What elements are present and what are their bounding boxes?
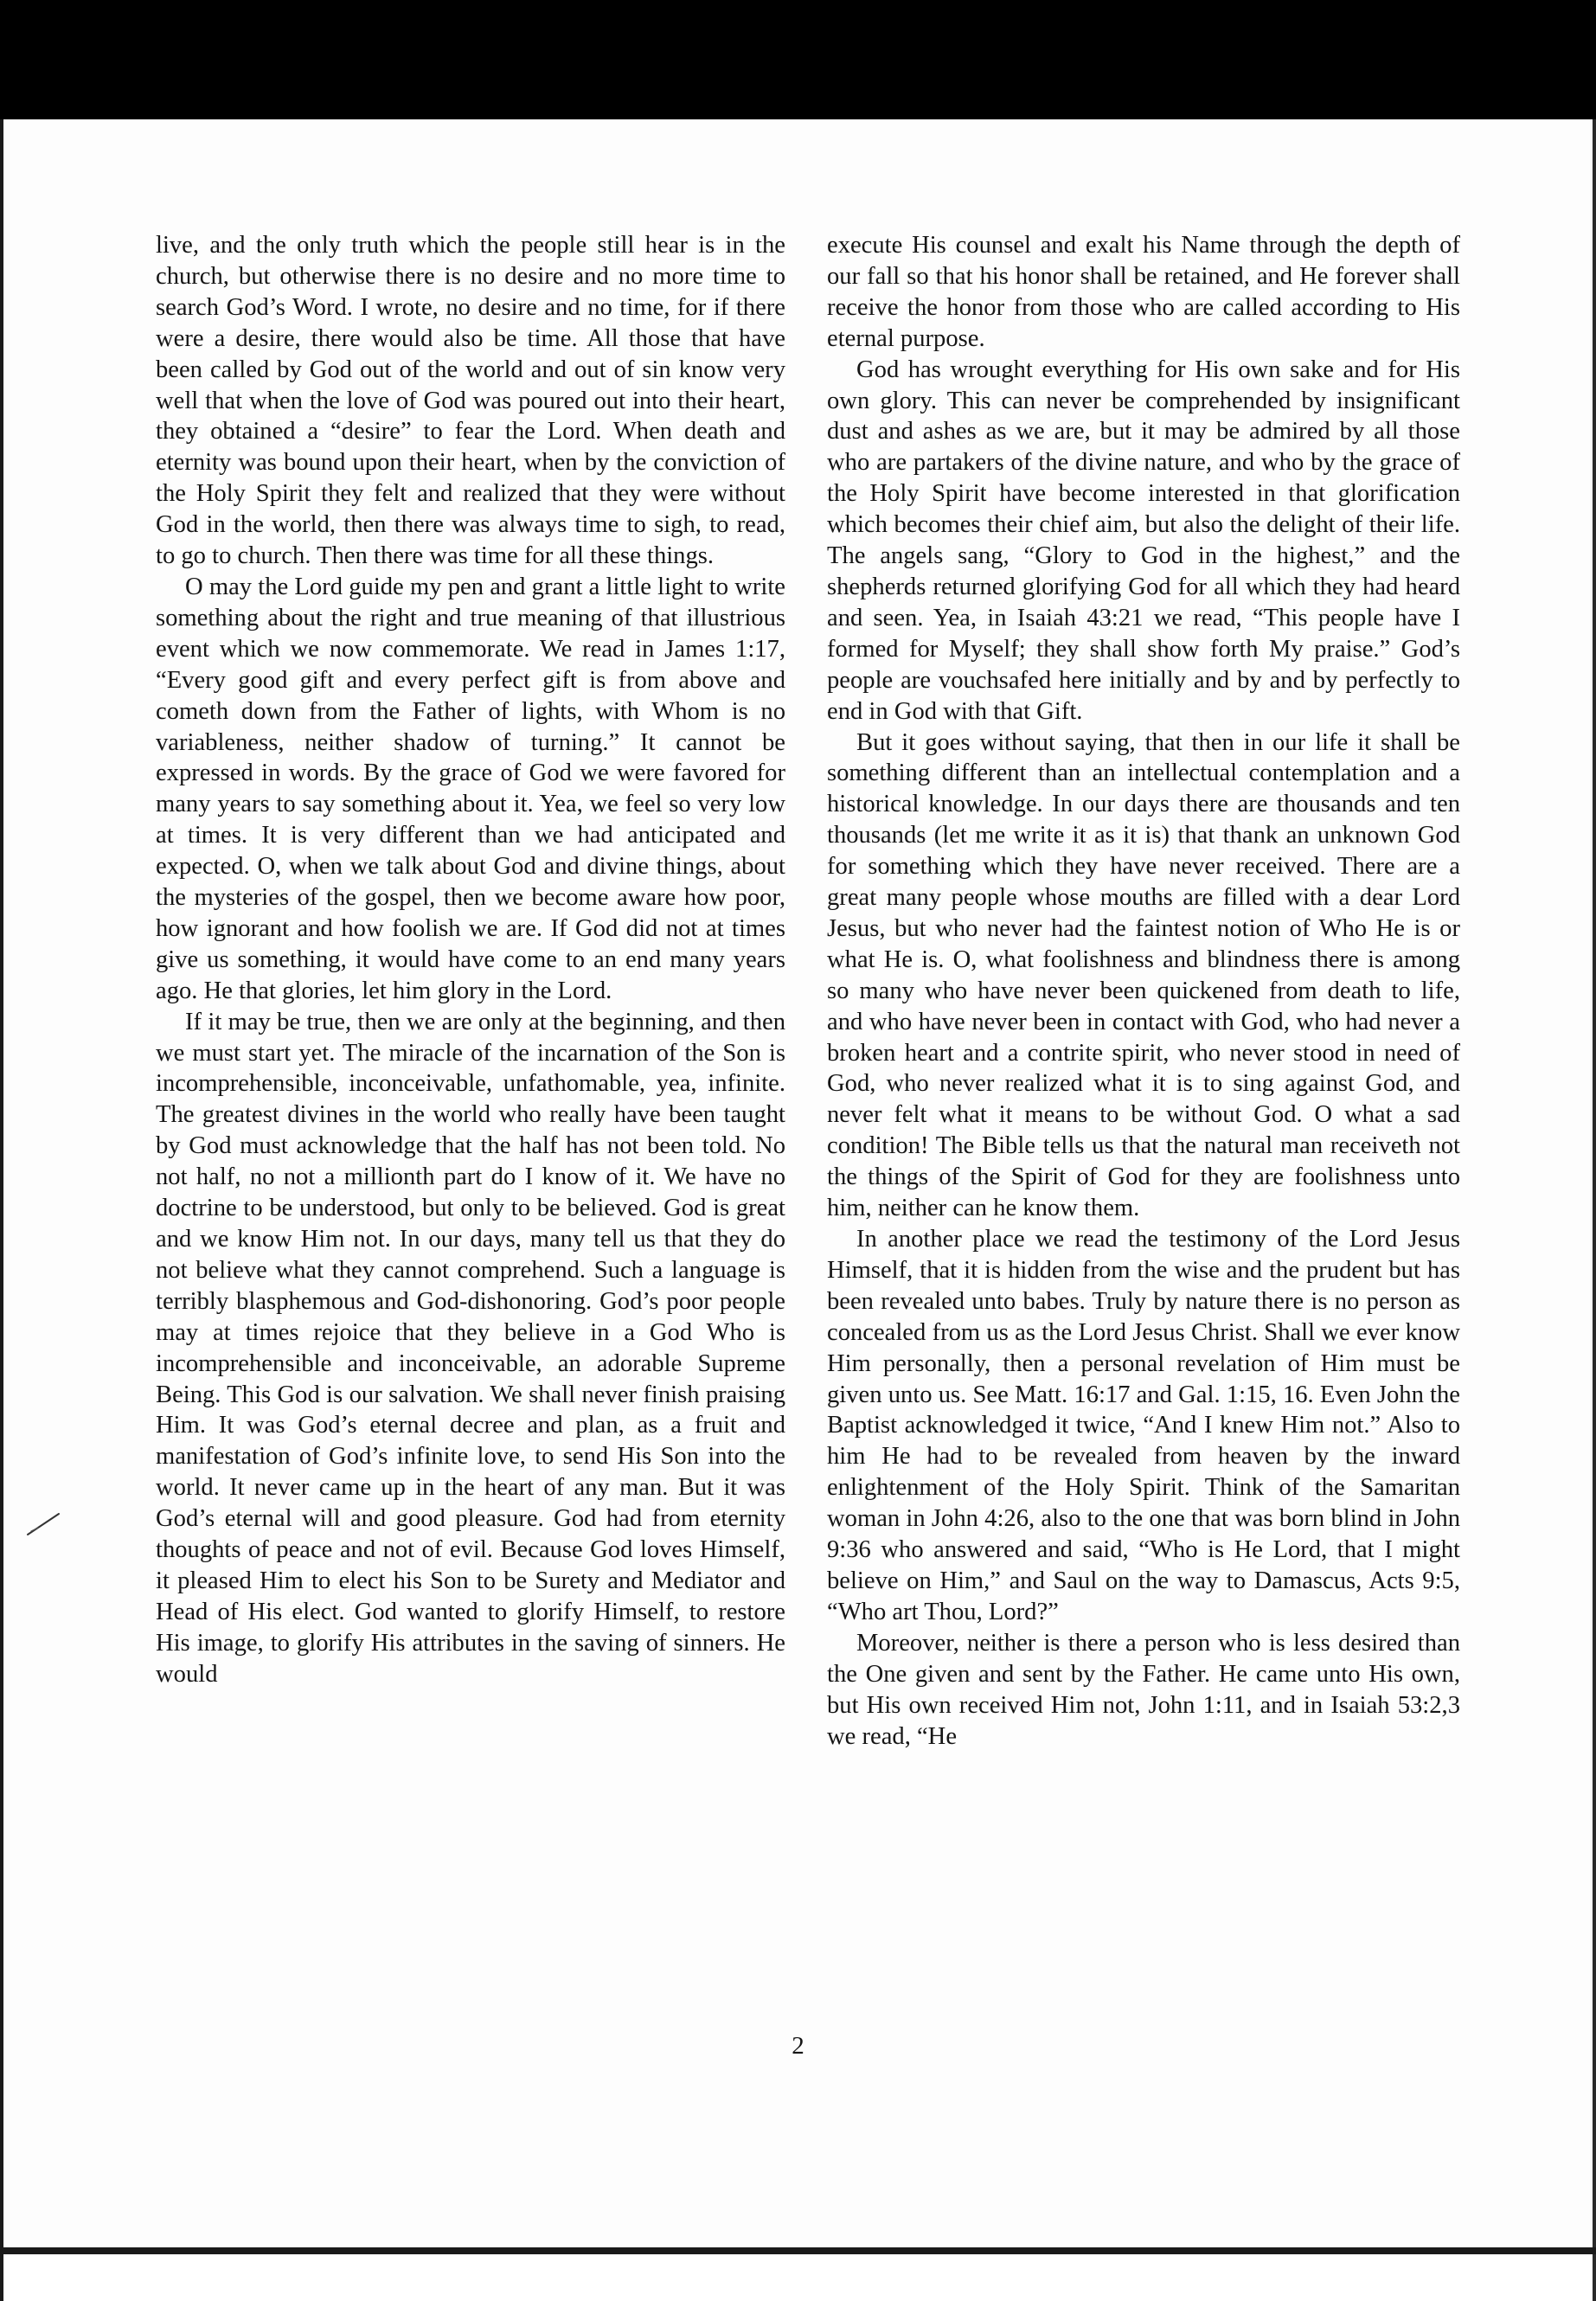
paragraph: God has wrought everything for His own sake and for His own glory. This can never be comprehended by insignificant dust and ashes as we are, but it may be admired by all those who are partakers of the divine nature, and who by the grace of the Holy Spirit have become interested in that glorification which becomes their chief aim, but also the delight of their life. The angels sang, “Glory to God in the highest,” and the shepherds returned glorifying God for all which they had heard and seen. Yea, in Isaiah 43:21 we read, “This people have I formed for Myself; they shall show forth My praise.” God’s people are vouchsafed here initially and by and by perfectly to end in God with that Gift. [827,356,1460,725]
document-page [3,119,1593,2247]
scan-bottom-edge [0,2247,1596,2254]
scan-top-border [0,0,1596,119]
left-text-column [156,230,785,1690]
paragraph: But it goes without saying, that then in our life it shall be something different than an intellectual contemplation and a historical knowledge. In our days there are thousands and ten thousands (let me write it as it is) that thank an unknown God for something which they have never received. There are a great many people whose mouths are filled with a dear Lord Jesus, but who never had the faintest notion of Who He is or what He is. O, what foolishness and blindness there is among so many who have never been quickened from death to life, and who have never been in contact with God, who had never a broken heart and a contrite spirit, who never stood in need of God, who never realized what it is to sing against God, and never felt what it means to be without God. O what a sad condition! The Bible tells us that the natural man receiveth not the things of the Spirit of God for they are foolishness unto him, neither can he know them. [827,728,1460,1222]
paragraph: Moreover, neither is there a person who is less desired than the One given and sent by the Father. He came unto His own, but His own received Him not, John 1:11, and in Isaiah 53:2,3 we read, “He [827,1629,1460,1750]
paragraph: In another place we read the testimony of the Lord Jesus Himself, that it is hidden from the wise and the prudent but has been revealed unto babes. Truly by nature there is no person as concealed from us as the Lord Jesus Christ. Shall we ever know Him personally, then a personal revelation of Him must be given unto us. See Matt. 16:17 and Gal. 1:15, 16. Even John the Baptist acknowledged it twice, “And I knew Him not.” Also to him He had to be revealed from heaven by the inward enlightenment of the Holy Spirit. Think of the Samaritan woman in John 4:26, also to the one that was born blind in John 9:36 who answered and said, “Who is He Lord, that I might believe on Him,” and Saul on the way to Damascus, Acts 9:5, “Who art Thou, Lord?” [827,1226,1460,1625]
pen-stroke-mark-icon [26,1510,61,1536]
paragraph: O may the Lord guide my pen and grant a little light to write something about the right and true meaning of that illustrious event which we now commemorate. We read in James 1:17, “Every good gift and every perfect gift is from above and cometh down from the Father of lights, with Whom is no variableness, neither shadow of turning.” It cannot be expressed in words. By the grace of God we were favored for many years to say something about it. Yea, we feel so very low at times. It is very different than we had anticipated and expected. O, when we talk about God and divine things, about the mysteries of the gospel, then we become aware how poor, how ignorant and how foolish we are. If God did not at times give us something, it would have come to an end many years ago. He that glories, let him glory in the Lord. [156,573,785,1004]
paragraph: If it may be true, then we are only at the beginning, and then we must start yet. The miracle of the incarnation of the Son is incomprehensible, inconceivable, unfathomable, yea, infinite. The greatest divines in the world who really have been taught by God must acknowledge that the half has not been told. No not half, no not a millionth part do I know of it. We have no doctrine to be understood, but only to be believed. God is great and we know Him not. In our days, many tell us that they do not believe what they cannot comprehend. Such a language is terribly blasphemous and God-dishonoring. God’s poor people may at times rejoice that they believe in a God Who is incomprehensible and inconceivable, an adorable Supreme Being. This God is our salvation. We shall never finish praising Him. It was God’s eternal decree and plan, as a fruit and manifestation of God’s infinite love, to send His Son into the world. It never came up in the heart of any man. But it was God’s eternal will and good pleasure. God had from eternity thoughts of peace and not of evil. Because God loves Himself, it pleased Him to elect his Son to be Surety and Mediator and Head of His elect. God wanted to glorify Himself, to restore His image, to glorify His attributes in the saving of sinners. He would [156,1008,785,1688]
paragraph: execute His counsel and exalt his Name through the depth of our fall so that his honor shall be retained, and He forever shall receive the honor from those who are called according to His eternal purpose. [827,232,1460,352]
paragraph: live, and the only truth which the people still hear is in the church, but otherwise there is no desire and no more time to search God’s Word. I wrote, no desire and no time, for if there were a desire, there would also be time. All those that have been called by God out of the world and out of sin know very well that when the love of God was poured out into their heart, they obtained a “desire” to fear the Lord. When death and eternity was bound upon their heart, when by the conviction of the Holy Spirit they felt and realized that they were without God in the world, then there was always time to sigh, to read, to go to church. Then there was time for all these things. [156,232,785,570]
right-text-column [827,230,1460,1752]
page-number: 2 [792,2032,804,2060]
scan-right-edge [1593,119,1596,2301]
